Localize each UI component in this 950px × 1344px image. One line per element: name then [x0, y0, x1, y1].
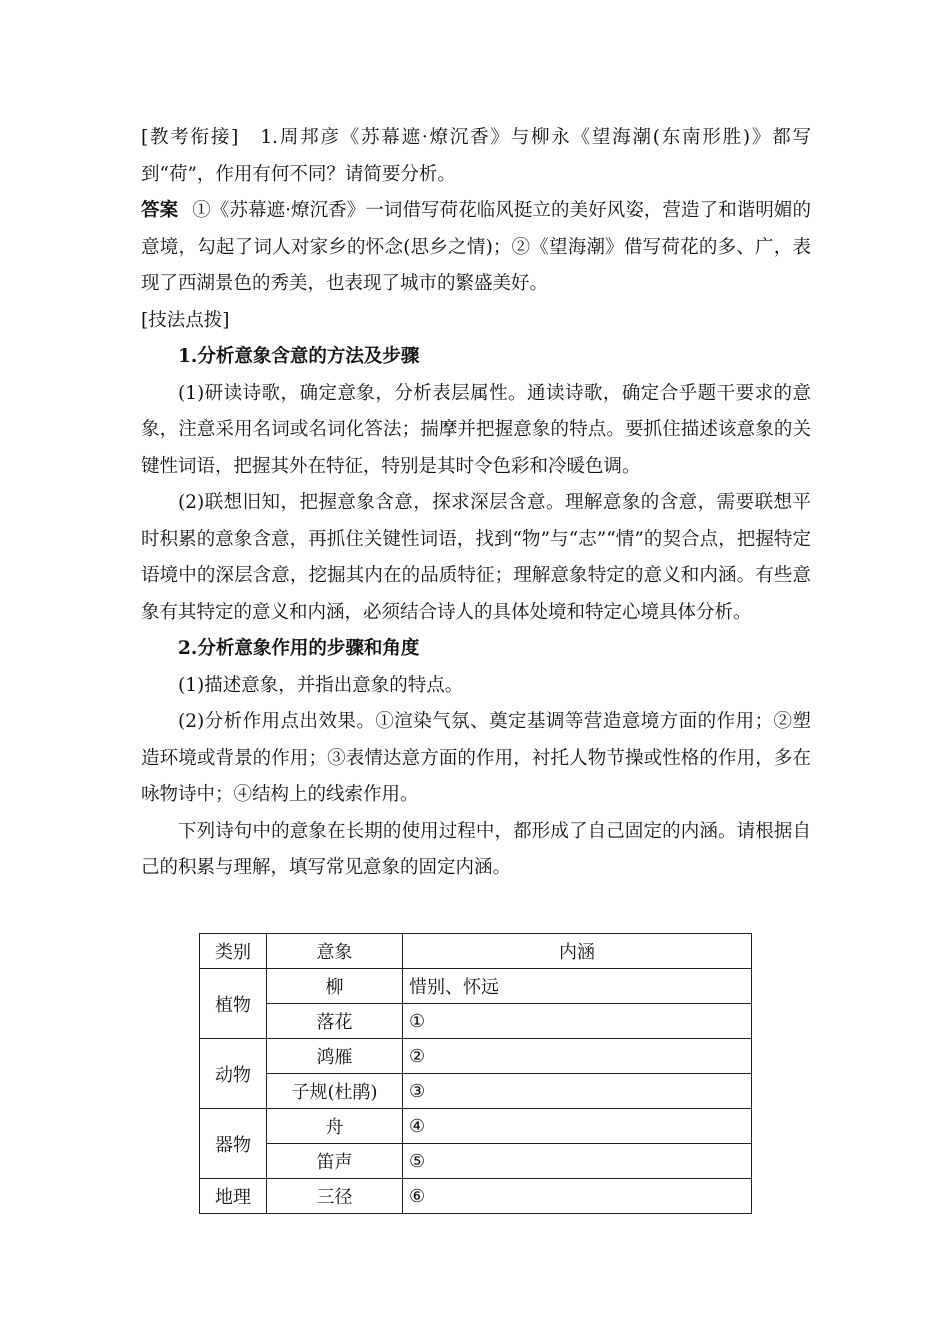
meaning-cell: ⑥	[403, 1179, 752, 1214]
category-cell: 植物	[200, 969, 267, 1039]
category-cell: 地理	[200, 1179, 267, 1214]
table-row	[200, 1109, 752, 1144]
image-cell: 笛声	[267, 1144, 403, 1179]
answer-text: ①《苏幕遮·燎沉香》一词借写荷花临风挺立的美好风姿，营造了和谐明媚的意境，勾起了词人对家乡的怀念(思乡之情)；②《望海潮》借写荷花的多、广，表现了西湖景色的秀美，也表现了城市的繁盛美好。	[141, 200, 811, 294]
image-cell: 鸿雁	[267, 1039, 403, 1074]
section1-paragraph-1: (1)研读诗歌，确定意象，分析表层属性。通读诗歌，确定合乎题干要求的意象，注意采用名词或名词化答法；揣摩并把握意象的特点。要抓住描述该意象的关键性词语，把握其外在特征，特别是其时令色彩和冷暖色调。	[141, 382, 811, 477]
answer-paragraph	[141, 193, 811, 303]
image-cell: 舟	[267, 1109, 403, 1144]
section1-title: 1.分析意象含意的方法及步骤	[178, 346, 420, 367]
tips-tag: [技法点拨]	[141, 309, 230, 331]
image-cell: 子规(杜鹃)	[267, 1074, 403, 1109]
document-page	[141, 120, 811, 1208]
category-cell: 器物	[200, 1109, 267, 1179]
exercise-intro: 下列诗句中的意象在长期的使用过程中，都形成了自己固定的内涵。请根据自己的积累与理解，填写常见意象的固定内涵。	[141, 820, 811, 878]
section2-paragraph-2: (2)分析作用点出效果。①渲染气氛、奠定基调等营造意境方面的作用；②塑造环境或背景的作用；③表情达意方面的作用，衬托人物节操或性格的作用，多在咏物诗中；④结构上的线索作用。	[141, 711, 811, 805]
image-cell: 落花	[267, 1004, 403, 1039]
table-row	[200, 1144, 752, 1179]
answer-label: 答案	[141, 200, 179, 221]
meaning-cell: ⑤	[403, 1144, 752, 1179]
meaning-cell: ④	[403, 1109, 752, 1144]
image-cell: 柳	[267, 969, 403, 1004]
table-row	[200, 1179, 752, 1214]
table-row	[200, 969, 752, 1004]
table-row	[200, 1004, 752, 1039]
connection-tag: [教考衔接]	[141, 127, 239, 148]
meaning-cell: ①	[403, 1004, 752, 1039]
meaning-cell: 惜别、怀远	[403, 969, 752, 1004]
table-row	[200, 1074, 752, 1109]
connection-question: 1.周邦彦《苏幕遮·燎沉香》与柳永《望海潮(东南形胜)》都写到“荷”，作用有何不同？请简要分析。	[141, 127, 811, 185]
meaning-cell: ③	[403, 1074, 752, 1109]
image-cell: 三径	[267, 1179, 403, 1214]
imagery-table	[199, 933, 752, 1214]
table-header-row	[200, 934, 752, 969]
header-category: 类别	[200, 934, 267, 969]
connection-paragraph	[141, 120, 811, 193]
header-meaning: 内涵	[403, 934, 752, 969]
table-row	[200, 1039, 752, 1074]
header-image: 意象	[267, 934, 403, 969]
section2-title: 2.分析意象作用的步骤和角度	[178, 638, 420, 659]
category-cell: 动物	[200, 1039, 267, 1109]
meaning-cell: ②	[403, 1039, 752, 1074]
section1-paragraph-2: (2)联想旧知，把握意象含意，探求深层含意。理解意象的含意，需要联想平时积累的意象含意，再抓住关键性词语，找到“物”与“志”“情”的契合点，把握特定语境中的深层含意，挖掘其内在的品质特征；理解意象特定的意义和内涵。有些意象有其特定的意义和内涵，必须结合诗人的具体处境和特定心境具体分析。	[141, 492, 811, 623]
section2-paragraph-1: (1)描述意象，并指出意象的特点。	[178, 674, 464, 696]
